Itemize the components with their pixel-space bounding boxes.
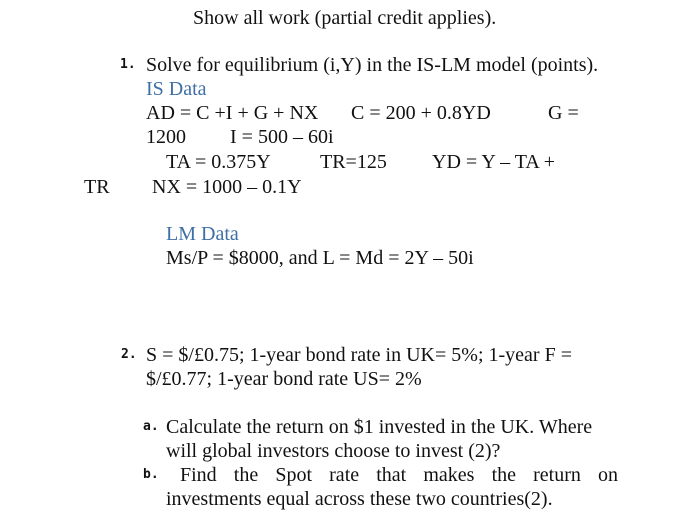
lm-equation: Ms/P = $8000, and L = Md = 2Y – 50i xyxy=(166,247,474,269)
part-a-line-2: will global investors choose to invest (2)? xyxy=(166,440,501,462)
question-2-line-1: S = $/£0.75; 1-year bond rate in UK= 5%; 1-year F = xyxy=(146,344,572,366)
part-a-letter: a. xyxy=(143,419,159,434)
part-b-line-1: Find the Spot rate that makes the return on xyxy=(180,464,618,486)
government-label: G = xyxy=(548,102,579,124)
transfers-continuation: TR xyxy=(84,176,110,198)
part-b-letter: b. xyxy=(143,467,159,482)
consumption-equation: C = 200 + 0.8YD xyxy=(351,102,491,124)
question-2-line-2: $/£0.77; 1-year bond rate US= 2% xyxy=(146,368,422,390)
is-data-heading: IS Data xyxy=(146,78,207,100)
instruction-text: Show all work (partial credit applies). xyxy=(193,7,497,29)
disposable-income-equation: YD = Y – TA + xyxy=(432,151,555,173)
lm-data-heading: LM Data xyxy=(166,223,239,245)
investment-equation: I = 500 – 60i xyxy=(230,126,334,148)
part-b-line-2: investments equal across these two countries(2). xyxy=(166,488,553,510)
taxes-equation: TA = 0.375Y xyxy=(166,151,271,173)
transfers-equation: TR=125 xyxy=(320,151,387,173)
part-a-line-1: Calculate the return on $1 invested in the UK. Where xyxy=(166,416,593,438)
question-2-number: 2. xyxy=(121,347,137,362)
question-1-prompt: Solve for equilibrium (i,Y) in the IS-LM model (points). xyxy=(146,54,599,76)
ad-equation: AD = C +I + G + NX xyxy=(146,102,319,124)
net-exports-equation: NX = 1000 – 0.1Y xyxy=(152,176,302,198)
question-1-number: 1. xyxy=(120,57,136,72)
government-value: 1200 xyxy=(146,126,186,148)
